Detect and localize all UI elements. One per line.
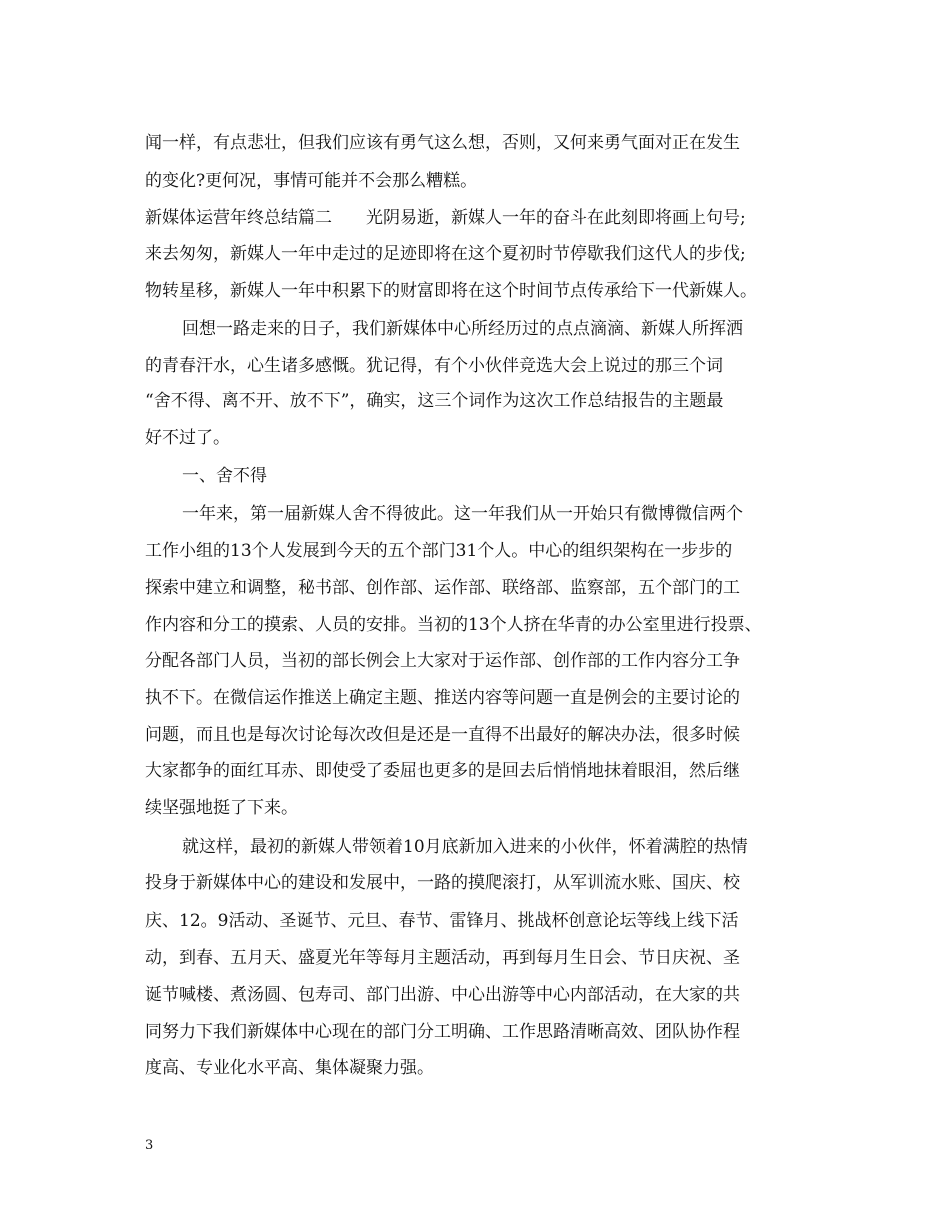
text-line: 就这样，最初的新媒人带领着10月底新加入进来的小伙伴，怀着满腔的热情 <box>182 837 748 857</box>
section-heading: 一、舍不得 <box>182 466 267 486</box>
text-line: “舍不得、离不开、放不下”，确实，这三个词作为这次工作总结报告的主题最 <box>145 391 724 411</box>
text-line: 执不下。在微信运作推送上确定主题、推送内容等问题一直是例会的主要讨论的 <box>145 688 740 708</box>
text-line: 闻一样，有点悲壮，但我们应该有勇气这么想，否则，又何来勇气面对正在发生 <box>145 133 740 153</box>
text-line: 续坚强地挺了下来。 <box>145 798 298 818</box>
text-line: 大家都争的面红耳赤、即使受了委屈也更多的是回去后悄悄地抹着眼泪，然后继 <box>145 761 740 781</box>
text-line: 庆、12。9活动、圣诞节、元旦、春节、雷锋月、挑战杯创意论坛等线上线下活 <box>145 911 739 931</box>
text-line: 投身于新媒体中心的建设和发展中，一路的摸爬滚打，从军训流水账、国庆、校 <box>145 873 740 893</box>
text-line: 工作小组的13个人发展到今天的五个部门31个人。中心的组织架构在一步步的 <box>145 541 733 561</box>
text-line: 好不过了。 <box>145 428 230 448</box>
text-line: 物转星移，新媒人一年中积累下的财富即将在这个时间节点传承给下一代新媒人。 <box>145 281 757 301</box>
text-line: 分配各部门人员，当初的部长例会上大家对于运作部、创作部的工作内容分工争 <box>145 651 740 671</box>
text-line: 新媒体运营年终总结篇二 光阴易逝，新媒人一年的奋斗在此刻即将画上句号; <box>145 208 746 228</box>
text-line: 一年来，第一届新媒人舍不得彼此。这一年我们从一开始只有微博微信两个 <box>182 504 743 524</box>
text-line: 度高、专业化水平高、集体凝聚力强。 <box>145 1058 434 1078</box>
text-line: 的变化?更何况，事情可能并不会那么糟糕。 <box>145 171 478 191</box>
text-line: 问题，而且也是每次讨论每次改但是还是一直得不出最好的解决办法，很多时候 <box>145 725 740 745</box>
text-line: 诞节喊楼、煮汤圆、包寿司、部门出游、中心出游等中心内部活动，在大家的共 <box>145 985 740 1005</box>
page-number: 3 <box>145 1138 154 1153</box>
text-line: 作内容和分工的摸索、人员的安排。当初的13个人挤在华青的办公室里进行投票、 <box>145 615 762 635</box>
text-line: 同努力下我们新媒体中心现在的部门分工明确、工作思路清晰高效、团队协作程 <box>145 1022 740 1042</box>
text-line: 来去匆匆，新媒人一年中走过的足迹即将在这个夏初时节停歇我们这代人的步伐; <box>145 244 746 264</box>
text-line: 回想一路走来的日子，我们新媒体中心所经历过的点点滴滴、新媒人所挥洒 <box>182 319 743 339</box>
text-line: 探索中建立和调整，秘书部、创作部、运作部、联络部、监察部，五个部门的工 <box>145 578 740 598</box>
text-line: 的青春汗水，心生诸多感慨。犹记得，有个小伙伴竞选大会上说过的那三个词 <box>145 356 723 376</box>
text-line: 动，到春、五月天、盛夏光年等每月主题活动，再到每月生日会、节日庆祝、圣 <box>145 948 740 968</box>
